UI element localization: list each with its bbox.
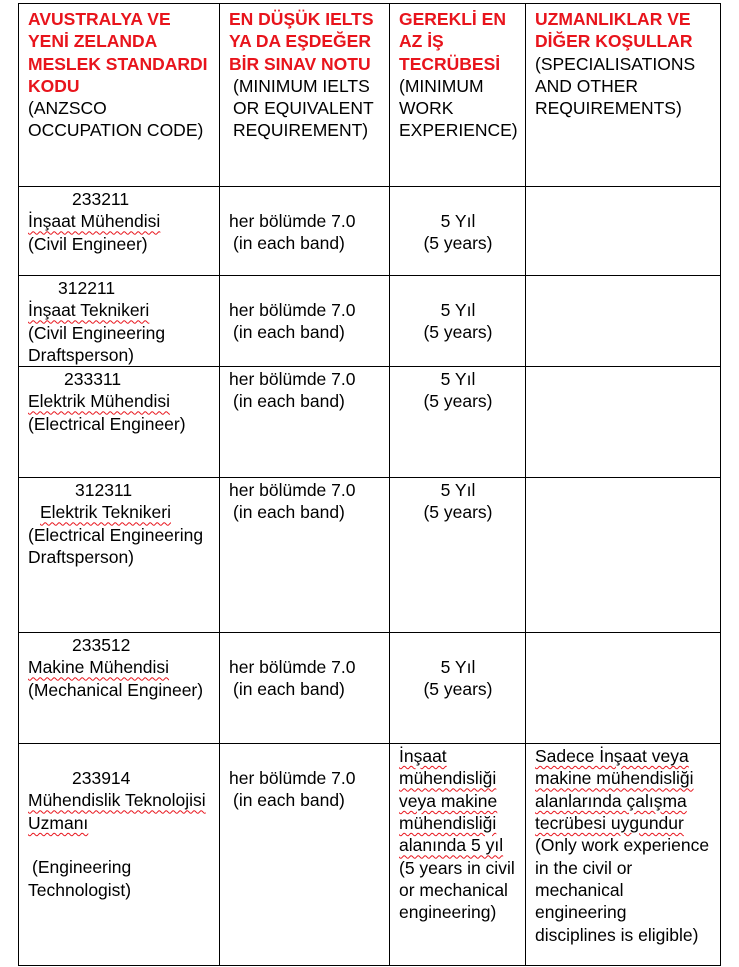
- header-ielts-tr: EN DÜŞÜK IELTS YA DA EŞDEĞER BİR SINAV NOTU: [229, 9, 374, 74]
- table-row: [19, 367, 721, 478]
- experience-cell: [390, 187, 526, 276]
- occupation-cell: [19, 276, 220, 367]
- ielts-tr: her bölümde 7.0: [229, 211, 356, 231]
- ielts-en: (in each band): [233, 322, 345, 343]
- table-row: [19, 744, 721, 966]
- occupation-cell: [19, 187, 220, 276]
- other-cell: [526, 478, 721, 633]
- occupation-name-tr: Elektrik Mühendisi: [28, 391, 170, 412]
- anzsco-code: 233914: [72, 768, 131, 789]
- experience-tr: 5 Yıl: [440, 657, 476, 678]
- ielts-cell: [220, 744, 390, 966]
- anzsco-code: 233311: [64, 369, 122, 390]
- experience-cell: [390, 478, 526, 633]
- header-experience: [390, 4, 526, 187]
- occupation-name-tr: İnşaat Teknikeri: [28, 300, 150, 321]
- experience-en: (5 years in civil or mechanical engineering): [399, 857, 515, 923]
- header-anzsco: [19, 4, 220, 187]
- header-experience-en: (MINIMUM WORK EXPERIENCE): [399, 75, 518, 141]
- experience-en: (5 years): [423, 233, 493, 254]
- other-cell: [526, 276, 721, 367]
- anzsco-code: 233211: [72, 189, 130, 209]
- experience-cell: [390, 633, 526, 744]
- experience-cell: [390, 744, 526, 966]
- other-en: (Only work experience in the civil or mechanical engineering disciplines is eligible): [535, 835, 710, 945]
- header-other: [526, 4, 721, 187]
- occupation-cell: [19, 633, 220, 744]
- header-anzsco-tr: AVUSTRALYA VE YENİ ZELANDA MESLEK STANDARDI KODU: [28, 9, 208, 96]
- occupation-cell: [19, 478, 220, 633]
- table-row: [19, 478, 721, 633]
- table-row: [19, 276, 721, 367]
- ielts-cell: [220, 478, 390, 633]
- ielts-tr: her bölümde 7.0: [229, 369, 356, 390]
- other-tr: Sadece İnşaat veya makine mühendisliği alanlarında çalışma tecrübesi uygundur: [535, 746, 694, 834]
- occupation-cell: [19, 367, 220, 478]
- experience-tr: 5 Yıl: [440, 300, 476, 320]
- occupation-name-en: (Electrical Engineering Draftsperson): [28, 524, 204, 568]
- experience-tr: 5 Yıl: [440, 480, 476, 501]
- ielts-tr: her bölümde 7.0: [229, 480, 356, 501]
- experience-cell: [390, 276, 526, 367]
- occupation-name-tr: Mühendislik Teknolojisi Uzmanı: [28, 790, 206, 833]
- occupation-name-tr: Elektrik Teknikeri: [40, 502, 171, 523]
- ielts-en: (in each band): [233, 679, 345, 700]
- occupation-name-en: (Mechanical Engineer): [28, 679, 204, 700]
- experience-tr: 5 Yıl: [440, 211, 476, 231]
- ielts-en: (in each band): [233, 233, 345, 254]
- other-cell: [526, 633, 721, 744]
- occupation-name-en: (Engineering Technologist): [28, 857, 132, 900]
- ielts-en: (in each band): [233, 502, 345, 523]
- occupation-name-en: (Civil Engineering Draftsperson): [28, 322, 166, 365]
- other-cell: [526, 187, 721, 276]
- header-ielts-en: (MINIMUM IELTS OR EQUIVALENT REQUIREMENT): [233, 75, 374, 141]
- ielts-tr: her bölümde 7.0: [229, 657, 356, 678]
- other-cell: [526, 744, 721, 966]
- header-other-en: (SPECIALISATIONS AND OTHER REQUIREMENTS): [535, 53, 696, 119]
- occupation-name-tr: Makine Mühendisi: [28, 657, 170, 678]
- table-row: [19, 633, 721, 744]
- anzsco-code: 233512: [72, 635, 131, 656]
- experience-en: (5 years): [423, 391, 493, 412]
- ielts-tr: her bölümde 7.0: [229, 300, 356, 320]
- ielts-en: (in each band): [233, 790, 345, 811]
- ielts-en: (in each band): [233, 391, 345, 412]
- table-row: [19, 187, 721, 276]
- ielts-cell: [220, 633, 390, 744]
- header-ielts: [220, 4, 390, 187]
- ielts-cell: [220, 367, 390, 478]
- occupation-name-en: (Civil Engineer): [28, 233, 148, 254]
- experience-tr: 5 Yıl: [440, 369, 476, 390]
- occupation-name-en: (Electrical Engineer): [28, 413, 186, 434]
- header-experience-tr: GEREKLİ EN AZ İŞ TECRÜBESİ: [399, 9, 506, 74]
- anzsco-code: 312311: [75, 480, 133, 501]
- occupation-cell: [19, 744, 220, 966]
- ielts-cell: [220, 276, 390, 367]
- experience-en: (5 years): [423, 679, 493, 700]
- ielts-tr: her bölümde 7.0: [229, 768, 356, 789]
- header-row: [19, 4, 721, 187]
- ielts-cell: [220, 187, 390, 276]
- experience-tr: İnşaat mühendisliği veya makine mühendisliği alanında 5 yıl: [399, 746, 504, 856]
- other-cell: [526, 367, 721, 478]
- occupation-table: [18, 3, 721, 966]
- anzsco-code: 312211: [58, 278, 116, 298]
- occupation-name-tr: İnşaat Mühendisi: [28, 211, 161, 232]
- header-anzsco-en: (ANZSCO OCCUPATION CODE): [28, 98, 204, 141]
- header-other-tr: UZMANLIKLAR VE DİĞER KOŞULLAR: [535, 9, 693, 52]
- experience-en: (5 years): [423, 322, 493, 343]
- experience-cell: [390, 367, 526, 478]
- experience-en: (5 years): [423, 502, 493, 523]
